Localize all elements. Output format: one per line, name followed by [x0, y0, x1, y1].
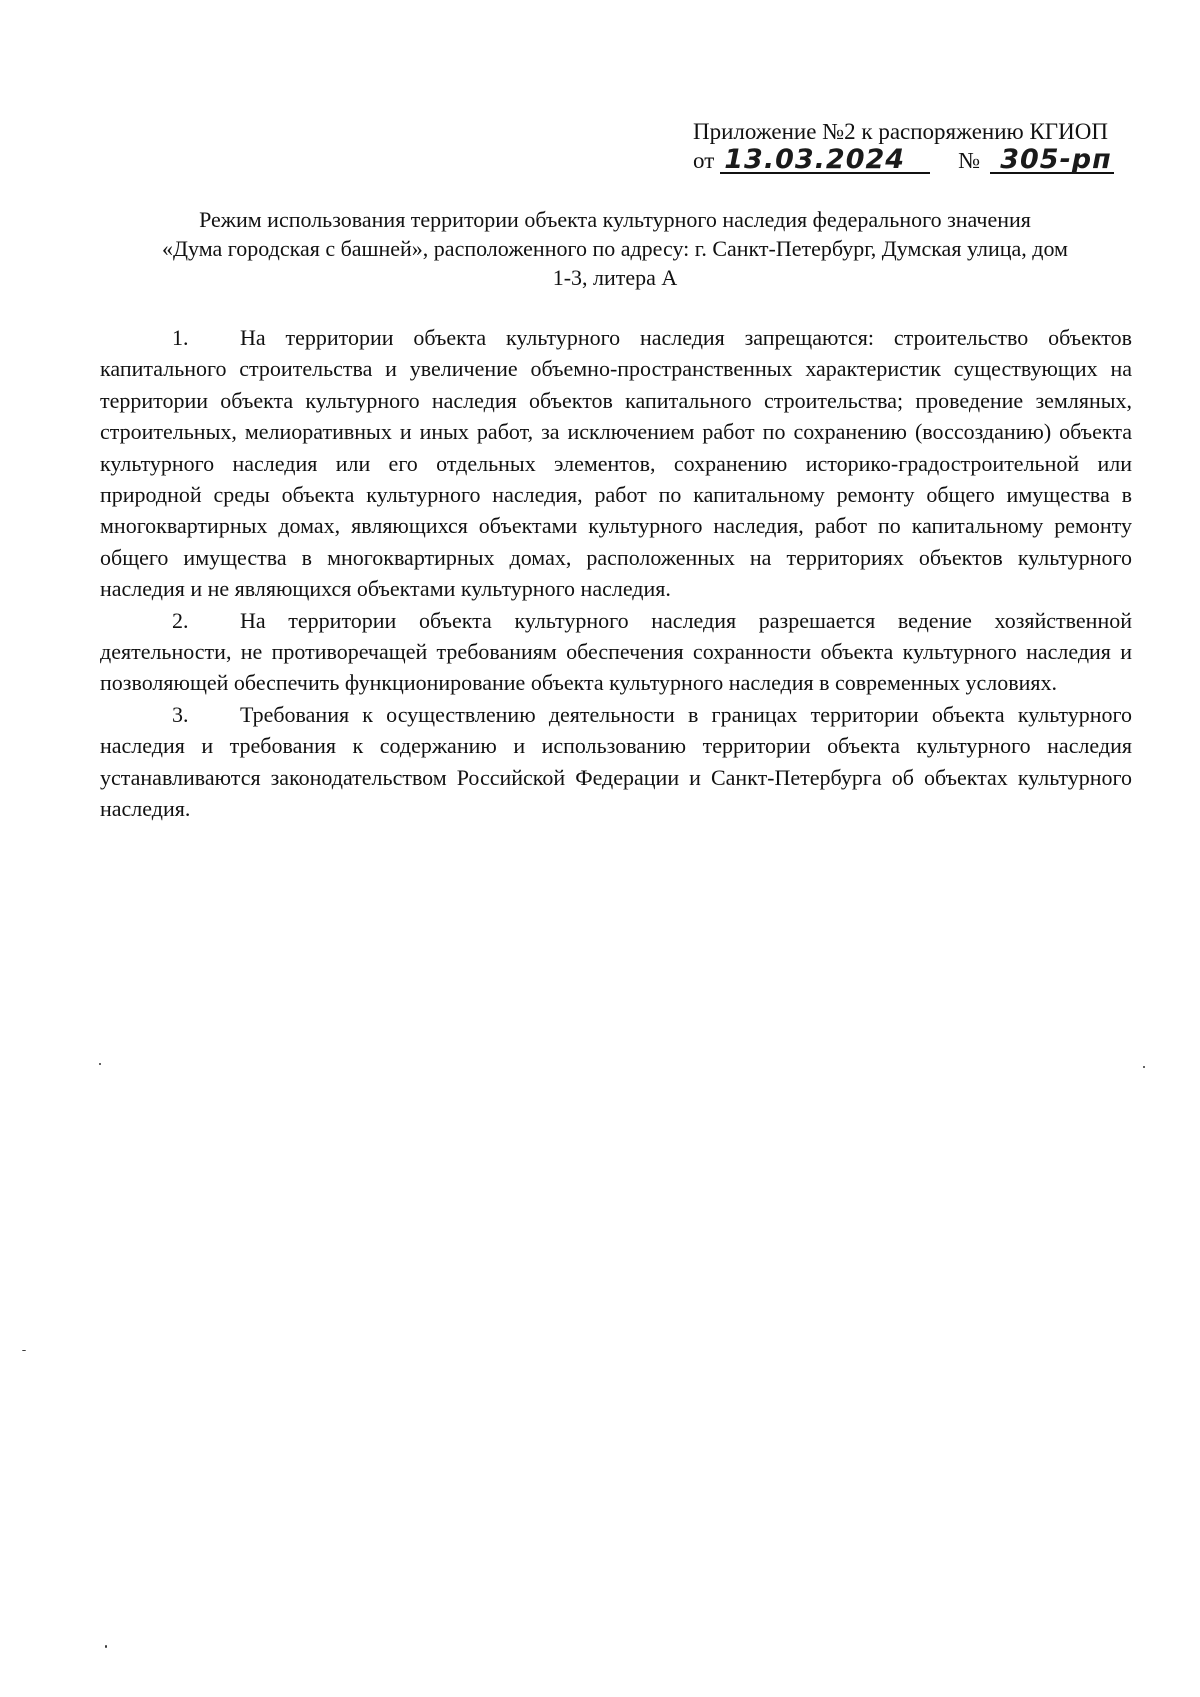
title-line-1: Режим использования территории объекта культурного наследия федерального значения [199, 207, 1031, 232]
paragraph-text: На территории объекта культурного наследия запрещаются: строительство объектов капитального строительства и увеличение объемно-пространственных характеристик существующих на территории объекта культурного наследия объектов капитального строительства; проведение земляных, строительных, мелиоративных и иных работ, за исключением работ по сохранению (воссозданию) объекта культурного наследия или его отдельных элементов, сохранению историко-градостроительной или природной среды объекта культурного наследия, работ по капитальному ремонту общего имущества в многоквартирных домах, являющихся объектами культурного наследия, работ по капитальному ремонту общего имущества в многоквартирных домах, расположенных на территориях объектов культурного наследия и не являющихся объектами культурного наследия. [100, 325, 1132, 602]
order-date-number-line [693, 146, 1133, 175]
paragraph-text: На территории объекта культурного наследия разрешается ведение хозяйственной деятельности, не противоречащей требованиям обеспечения сохранности объекта культурного наследия и позволяющей обеспечить функционирование объекта культурного наследия в современных условиях. [100, 607, 1132, 696]
number-label: № [958, 148, 981, 173]
paragraph-1 [100, 322, 1132, 605]
document-body [100, 322, 1132, 825]
handwritten-date: 13.03.2024 [720, 148, 930, 174]
title-line-3: 1-3, литера А [552, 265, 678, 290]
paragraph-3 [100, 699, 1132, 825]
handwritten-order-number: 305-рп [990, 148, 1114, 174]
paragraph-2 [100, 605, 1132, 699]
scan-speck [105, 1645, 107, 1648]
paragraph-number: 2. [172, 607, 189, 633]
document-title [95, 205, 1135, 292]
paragraph-text: Требования к осуществлению деятельности в границах территории объекта культурного наследия и требования к содержанию и использованию территории объекта культурного наследия устанавливаются законодательством Российской Федерации и Санкт-Петербурга об объектах культурного наследия. [100, 701, 1132, 822]
appendix-line: Приложение №2 к распоряжению КГИОП [693, 119, 1108, 144]
scan-speck [22, 1350, 26, 1351]
scan-speck [1143, 1066, 1145, 1068]
paragraph-number: 3. [172, 701, 189, 727]
appendix-header [693, 117, 1133, 175]
title-line-2: «Дума городская с башней», расположенного по адресу: г. Санкт-Петербург, Думская улица, дом [162, 236, 1068, 261]
from-label: от [693, 148, 715, 173]
scan-speck [99, 1063, 101, 1065]
paragraph-number: 1. [172, 325, 189, 350]
